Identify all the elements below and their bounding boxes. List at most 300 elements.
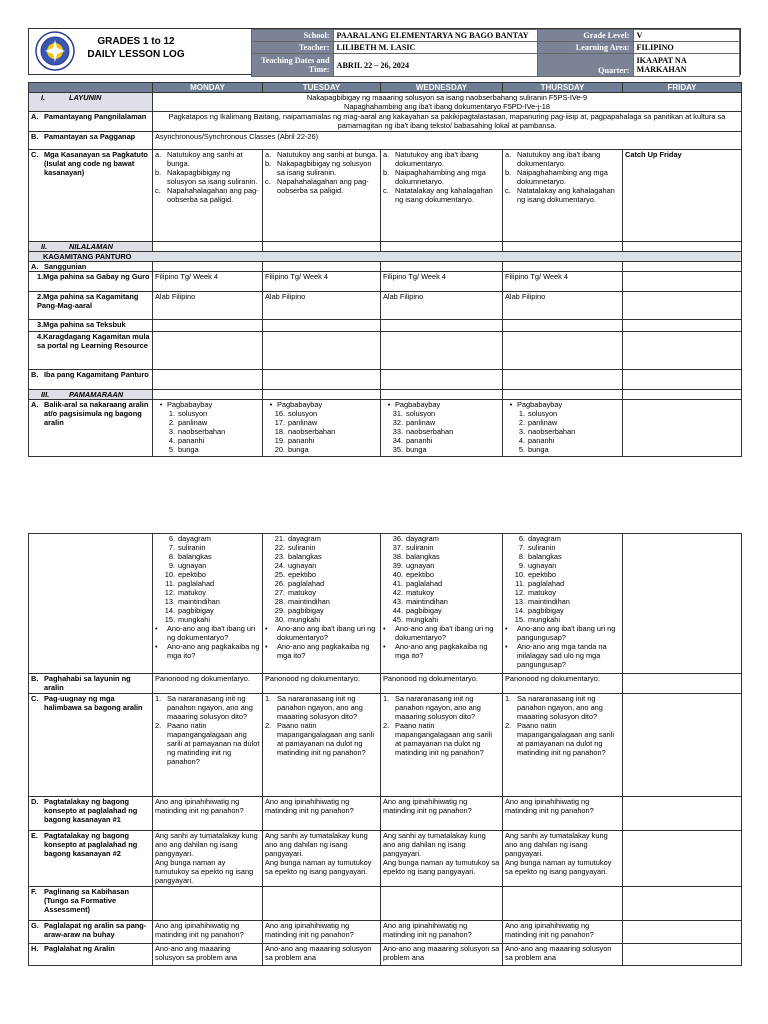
bunga-text: Ang bunga naman ay tumutukoy sa epekto ng isang pangyayari. — [383, 858, 500, 876]
sanggunian-thu — [503, 262, 623, 272]
sanggunian-label: A. Sanggunian — [29, 262, 153, 272]
kasanayan-wednesday — [381, 150, 503, 242]
word-text: epektibo — [406, 570, 434, 579]
spelling-word — [155, 552, 260, 561]
pamamaraan-wed — [381, 390, 503, 400]
day-header-row — [29, 83, 742, 93]
spelling-word — [265, 579, 378, 588]
word-text: matukoy — [178, 588, 206, 597]
word-number: 34. — [392, 436, 403, 445]
sanhi-text: Ang sanhi ay tumatalakay kung ano ang dahilan ng isang pangyayari. — [383, 831, 486, 858]
word-number: 8. — [168, 552, 175, 561]
word-text: matukoy — [406, 588, 434, 597]
question-bullet — [155, 624, 260, 642]
header-info-grid — [251, 29, 740, 77]
kagamitang-mag-aaral-row — [29, 292, 742, 320]
skill-item — [265, 159, 378, 177]
gabay-monday: Filipino Tg/ Week 4 — [153, 272, 263, 292]
bullet-icon: • — [265, 624, 268, 633]
word-number: 27. — [274, 588, 285, 597]
question-bullet — [265, 642, 378, 660]
spelling-word — [265, 597, 378, 606]
word-text: solusyon — [406, 409, 436, 418]
spelling-word — [383, 543, 500, 552]
word-number: 17. — [274, 418, 285, 427]
skill-key: b. — [155, 168, 162, 177]
spelling-word — [383, 427, 500, 436]
skill-text: Naipaghahambing ang mga dokumnetaryo. — [517, 168, 608, 186]
lesson-table-page-2 — [28, 533, 742, 966]
word-text: dayagram — [406, 534, 439, 543]
balik-aral-wednesday — [381, 400, 503, 457]
karagdagang-label: 4.Karagdagang Kagamitan mula sa portal ng Learning Resource — [29, 332, 153, 370]
word-text: epektibo — [288, 570, 316, 579]
spelling-word — [265, 436, 378, 445]
pagtatalakay1-label: D. Pagtatalakay ng bagong konsepto at paglalahad ng bagong kasanayan #1 — [29, 797, 153, 831]
word-number: 35. — [392, 445, 403, 454]
word-number: 43. — [392, 597, 403, 606]
spelling-word — [505, 409, 620, 418]
word-text: suliranin — [406, 543, 434, 552]
pagtatalakay2-row — [29, 831, 742, 887]
skill-text: Nakapagbibigay ng solusyon sa isang suliranin. — [277, 159, 372, 177]
word-number: 13. — [514, 597, 525, 606]
blank-header-cell — [29, 83, 153, 93]
question-text: Sa nararanasang init ng panahon ngayon, ano ang maaaring solusyon dito? — [167, 694, 253, 721]
word-text: panlinaw — [406, 418, 436, 427]
spelling-bullet — [505, 400, 620, 409]
pagtatalakay2-monday — [153, 831, 263, 887]
word-text: suliranin — [528, 543, 556, 552]
sanggunian-tue — [263, 262, 381, 272]
paglinang-tue — [263, 887, 381, 921]
question-number: 1. — [383, 694, 390, 703]
dates-value: ABRIL 22 – 26, 2024 — [333, 54, 538, 77]
word-number: 37. — [392, 543, 403, 552]
spelling-word — [155, 606, 260, 615]
question-text: Paano natin mapangangalagaan ang sarili at pamayanan na dulot ng matinding init ng panahon? — [395, 721, 492, 757]
kagamitang-mag-aaral-wednesday: Alab Filipino — [381, 292, 503, 320]
layunin-text — [153, 93, 742, 112]
word-text: pananhi — [528, 436, 555, 445]
spelling-word — [383, 588, 500, 597]
gabay-label: 1.Mga pahina sa Gabay ng Guro — [29, 272, 153, 292]
paglinang-row — [29, 887, 742, 921]
grade-value: V — [633, 30, 740, 42]
word-number: 33. — [392, 427, 403, 436]
spelling-word — [505, 534, 620, 543]
spelling-word — [505, 588, 620, 597]
question-text: Ano-ano ang iba't ibang uri ng dokumentaryo? — [277, 624, 376, 642]
spelling-word — [383, 579, 500, 588]
word-text: balangkas — [406, 552, 440, 561]
title-line-2: DAILY LESSON LOG — [87, 49, 185, 60]
balik-aral-thursday — [503, 400, 623, 457]
word-number: 28. — [274, 597, 285, 606]
word-text: ugnayan — [288, 561, 317, 570]
kasanayan-tuesday — [263, 150, 381, 242]
gabay-row — [29, 272, 742, 292]
skill-key: b. — [265, 159, 272, 168]
paglalapat-friday — [623, 921, 742, 944]
teksbuk-mon — [153, 320, 263, 332]
paglalapat-monday: Ano ang ipinahihiwatig ng matinding init ng panahon? — [153, 921, 263, 944]
grade-label: Grade Level: — [538, 30, 633, 42]
word-text: epektibo — [178, 570, 206, 579]
word-text: maintindihan — [406, 597, 448, 606]
nilalaman-label: II. NILALAMAN — [29, 242, 153, 252]
word-number: 4. — [518, 436, 525, 445]
spelling-word — [383, 418, 500, 427]
paglalapat-thursday: Ano ang ipinahihiwatig ng matinding init ng panahon? — [503, 921, 623, 944]
teksbuk-label: 3.Mga pahina sa Teksbuk — [29, 320, 153, 332]
layunin-line-2: Napaghahambing ang iba't ibang dokumentaryo F5PD-IVe-j-18 — [343, 102, 550, 111]
spelling-word — [265, 606, 378, 615]
skill-key: c. — [383, 186, 389, 195]
spelling-word — [383, 606, 500, 615]
skill-key: c. — [265, 177, 271, 186]
word-text: ugnayan — [528, 561, 557, 570]
day-monday: MONDAY — [153, 83, 263, 93]
word-text: solusyon — [288, 409, 318, 418]
bullet-icon: • — [265, 642, 268, 651]
question-number: 2. — [265, 721, 272, 730]
question-text: Ano-ano ang pagkakaiba ng mga ito? — [277, 642, 370, 660]
spelling-word — [383, 445, 500, 454]
balik-aral-cont-label — [29, 534, 153, 674]
pagtatalakay1-monday: Ano ang ipinahihiwatig ng matinding init ng panahon? — [153, 797, 263, 831]
spelling-word — [383, 615, 500, 624]
question-bullet — [505, 642, 620, 669]
pagtatalakay1-row — [29, 797, 742, 831]
iba-pang-row — [29, 370, 742, 390]
nilalaman-fri — [623, 242, 742, 252]
skill-item — [383, 168, 500, 186]
word-text: ugnayan — [406, 561, 435, 570]
spelling-word — [383, 552, 500, 561]
spelling-word — [265, 552, 378, 561]
word-number: 12. — [164, 588, 175, 597]
word-text: naobserbahan — [288, 427, 336, 436]
spelling-bullet — [155, 400, 260, 409]
skill-item — [265, 150, 378, 159]
skill-item — [383, 186, 500, 204]
area-label: Learning Area: — [538, 42, 633, 54]
word-text: balangkas — [178, 552, 212, 561]
paglalapat-wednesday: Ano ang ipinahihiwatig ng matinding init ng panahon? — [381, 921, 503, 944]
title-line-1: GRADES 1 to 12 — [97, 36, 175, 47]
word-number: 31. — [392, 409, 403, 418]
spelling-word — [155, 597, 260, 606]
word-text: bunga — [406, 445, 427, 454]
spelling-word — [155, 534, 260, 543]
pagtatalakay2-tuesday — [263, 831, 381, 887]
spelling-word — [383, 597, 500, 606]
paglinang-wed — [381, 887, 503, 921]
question-number: 2. — [505, 721, 512, 730]
skill-item — [505, 150, 620, 168]
paglalapat-label: G. Paglalapat ng aralin sa pang-araw-araw na buhay — [29, 921, 153, 944]
word-number: 2. — [168, 418, 175, 427]
skill-text: Natutukoy ang iba't ibang dokumentaryo. — [395, 150, 479, 168]
word-number: 6. — [518, 534, 525, 543]
paglalahat-wednesday: Ano-ano ang maaaring solusyon sa problem ana — [381, 944, 503, 966]
kasanayan-friday: Catch Up Friday — [623, 150, 742, 242]
question-text: Ano-ano ang pagkakaiba ng mga ito? — [167, 642, 260, 660]
spelling-label: Pagbabaybay — [395, 400, 441, 409]
word-text: suliranin — [288, 543, 316, 552]
word-number: 7. — [168, 543, 175, 552]
nilalaman-tue — [263, 242, 381, 252]
word-number: 44. — [392, 606, 403, 615]
spelling-word — [383, 534, 500, 543]
pamantayang-label: A. Pamantayang Pangnilalaman — [29, 112, 153, 132]
word-number: 45. — [392, 615, 403, 624]
spelling-word — [505, 445, 620, 454]
word-number: 19. — [274, 436, 285, 445]
bullet-icon: • — [383, 642, 386, 651]
bunga-text: Ang bunga naman ay tumutukoy sa epekto ng isang pangyayari. — [265, 858, 372, 876]
word-text: balangkas — [528, 552, 562, 561]
sanhi-text: Ang sanhi ay tumatalakay kung ano ang dahilan ng isang pangyayari. — [265, 831, 368, 858]
word-text: dayagram — [528, 534, 561, 543]
spelling-word — [383, 409, 500, 418]
word-number: 15. — [514, 615, 525, 624]
question-text: Paano natin mapangangalagaan ang sarili at pamayanan na dulot ng matinding init ng panahon? — [517, 721, 614, 757]
sanggunian-wed — [381, 262, 503, 272]
word-number: 36. — [392, 534, 403, 543]
teacher-value: LILIBETH M. LASIC — [333, 42, 538, 54]
paghahabi-row — [29, 674, 742, 694]
word-text: mungkahi — [528, 615, 561, 624]
word-number: 15. — [164, 615, 175, 624]
spelling-bullet — [265, 400, 378, 409]
paglalahat-friday — [623, 944, 742, 966]
skill-key: b. — [505, 168, 512, 177]
sanggunian-row — [29, 262, 742, 272]
word-text: balangkas — [288, 552, 322, 561]
question-text: Ano-ano ang mga tanda na inilalagay sad ulo ng mga pangungusap? — [517, 642, 607, 669]
kagamitang-row — [29, 252, 742, 262]
skill-key: c. — [155, 186, 161, 195]
lesson-log-title — [81, 35, 191, 61]
gabay-wednesday: Filipino Tg/ Week 4 — [381, 272, 503, 292]
skill-text: Natutukoy ang iba't ibang dokumentaryo. — [517, 150, 601, 168]
skill-text: Nakapagbibigay ng solusyon sa isang suliranin. — [167, 168, 258, 186]
word-text: pagbibigay — [528, 606, 564, 615]
skill-item — [155, 168, 260, 186]
word-number: 4. — [168, 436, 175, 445]
area-value: FILIPINO — [633, 42, 740, 54]
pagtatalakay2-friday — [623, 831, 742, 887]
word-text: maintindihan — [178, 597, 220, 606]
bullet-icon: • — [269, 400, 273, 409]
word-text: maintindihan — [288, 597, 330, 606]
word-text: dayagram — [288, 534, 321, 543]
word-number: 9. — [168, 561, 175, 570]
layunin-label: I. LAYUNIN — [29, 93, 153, 112]
word-number: 18. — [274, 427, 285, 436]
pagtatalakay2-wednesday — [381, 831, 503, 887]
iba-pang-wed — [381, 370, 503, 390]
paghahabi-tuesday: Panonood ng dokumentaryo. — [263, 674, 381, 694]
pag-uugnay-friday — [623, 694, 742, 797]
question-text: Sa nararanasang init ng panahon ngayon, ano ang maaaring solusyon dito? — [395, 694, 481, 721]
spelling-label: Pagbabaybay — [517, 400, 563, 409]
bullet-icon: • — [505, 624, 508, 633]
bunga-text: Ang bunga naman ay tumutukoy sa epekto ng isang pangyayari. — [155, 858, 254, 885]
paglalapat-row — [29, 921, 742, 944]
school-label: School: — [252, 30, 334, 42]
balik-cont-friday — [623, 534, 742, 674]
paglalahat-label: H. Paglalahat ng Aralin — [29, 944, 153, 966]
spelling-word — [505, 615, 620, 624]
word-number: 9. — [518, 561, 525, 570]
quarter-label: Quarter: — [538, 54, 633, 77]
bullet-icon: • — [155, 624, 158, 633]
word-text: panlinaw — [528, 418, 558, 427]
word-text: paglalahad — [528, 579, 565, 588]
skill-item — [155, 150, 260, 168]
spelling-word — [265, 570, 378, 579]
gabay-tuesday: Filipino Tg/ Week 4 — [263, 272, 381, 292]
word-number: 20. — [274, 445, 285, 454]
pagganap-text: Asynchronous/Synchronous Classes (Abril 22-26) — [153, 132, 742, 150]
question-number: 1. — [505, 694, 512, 703]
skill-text: Natutukoy ang sanhi at bunga. — [277, 150, 378, 159]
paghahabi-monday: Panonood ng dokumentaryo. — [153, 674, 263, 694]
karagdagang-tue — [263, 332, 381, 370]
paghahabi-wednesday: Panonood ng dokumentaryo. — [381, 674, 503, 694]
word-number: 7. — [518, 543, 525, 552]
spelling-word — [155, 588, 260, 597]
nilalaman-thu — [503, 242, 623, 252]
numbered-question — [505, 721, 620, 757]
balik-aral-tuesday — [263, 400, 381, 457]
word-text: suliranin — [178, 543, 206, 552]
teksbuk-tue — [263, 320, 381, 332]
skill-key: b. — [383, 168, 390, 177]
spelling-word — [265, 409, 378, 418]
paglalapat-tuesday: Ano ang ipinahihiwatig ng matinding init ng panahon? — [263, 921, 381, 944]
word-text: naobserbahan — [528, 427, 576, 436]
skill-text: Natatalakay ang kahalagahan ng isang dokumentaryo. — [395, 186, 493, 204]
pagtatalakay2-thursday — [503, 831, 623, 887]
word-text: mungkahi — [288, 615, 321, 624]
spelling-word — [505, 552, 620, 561]
word-text: pagbibigay — [178, 606, 214, 615]
paglinang-mon — [153, 887, 263, 921]
teksbuk-row — [29, 320, 742, 332]
word-number: 40. — [392, 570, 403, 579]
word-number: 6. — [168, 534, 175, 543]
karagdagang-row — [29, 332, 742, 370]
sanggunian-mon — [153, 262, 263, 272]
word-text: matukoy — [528, 588, 556, 597]
spelling-word — [155, 543, 260, 552]
word-number: 8. — [518, 552, 525, 561]
word-number: 21. — [274, 534, 285, 543]
spelling-word — [265, 543, 378, 552]
word-text: paglalahad — [288, 579, 325, 588]
spelling-word — [155, 445, 260, 454]
bullet-icon: • — [509, 400, 513, 409]
karagdagang-fri — [623, 332, 742, 370]
paglalahat-monday: Ano-ano ang maaaring solusyon sa problem ana — [153, 944, 263, 966]
sanggunian-fri — [623, 262, 742, 272]
skill-item — [505, 186, 620, 204]
iba-pang-label: B. Iba pang Kagamitang Panturo — [29, 370, 153, 390]
paghahabi-thursday: Panonood ng dokumentaryo. — [503, 674, 623, 694]
teacher-label: Teacher: — [252, 42, 334, 54]
spelling-word — [155, 427, 260, 436]
pag-uugnay-tuesday — [263, 694, 381, 797]
nilalaman-row — [29, 242, 742, 252]
pag-uugnay-monday — [153, 694, 263, 797]
question-bullet — [383, 642, 500, 660]
nilalaman-wed — [381, 242, 503, 252]
word-text: solusyon — [178, 409, 208, 418]
skill-text: Natatalakay ang kahalagahan ng isang dokumentaryo. — [517, 186, 615, 204]
kagamitang-label: KAGAMITANG PANTURO — [29, 252, 742, 262]
word-text: paglalahad — [178, 579, 215, 588]
karagdagang-wed — [381, 332, 503, 370]
spelling-bullet — [383, 400, 500, 409]
balik-aral-friday — [623, 400, 742, 457]
balik-cont-tuesday — [263, 534, 381, 674]
word-number: 16. — [274, 409, 285, 418]
lesson-table-page-1 — [28, 82, 742, 457]
bullet-icon: • — [383, 624, 386, 633]
spelling-word — [155, 436, 260, 445]
word-text: maintindihan — [528, 597, 570, 606]
question-text: Sa nararanasang init ng panahon ngayon, ano ang maaaring solusyon dito? — [277, 694, 363, 721]
skill-text: Napahahalagahan ang pag-oobserba sa paligid. — [167, 186, 259, 204]
spelling-word — [265, 445, 378, 454]
layunin-row — [29, 93, 742, 112]
pamamaraan-mon — [153, 390, 263, 400]
word-number: 23. — [274, 552, 285, 561]
word-number: 14. — [514, 606, 525, 615]
dates-label: Teaching Dates and Time: — [252, 54, 334, 77]
numbered-question — [383, 721, 500, 757]
balik-cont-thursday — [503, 534, 623, 674]
spelling-word — [155, 418, 260, 427]
spelling-word — [265, 534, 378, 543]
word-number: 39. — [392, 561, 403, 570]
balik-aral-row — [29, 400, 742, 457]
balik-cont-wednesday — [381, 534, 503, 674]
spelling-word — [155, 409, 260, 418]
word-text: pagbibigay — [406, 606, 442, 615]
paglalahat-thursday: Ano-ano ang maaaring solusyon sa problem ana — [503, 944, 623, 966]
pamamaraan-row — [29, 390, 742, 400]
numbered-question — [505, 694, 620, 721]
skill-text: Natutukoy ang sanhi at bunga. — [167, 150, 243, 168]
quarter-value: IKAAPAT NA MARKAHAN — [633, 54, 740, 77]
word-number: 3. — [168, 427, 175, 436]
pag-uugnay-thursday — [503, 694, 623, 797]
skill-key: a. — [383, 150, 390, 159]
layunin-line-1: Nakapagbibigay ng maaaring solusyon sa isang naobserbahang suliranin F5PS-IVe-9 — [306, 93, 588, 102]
spelling-word — [265, 561, 378, 570]
bullet-icon: • — [159, 400, 163, 409]
kagamitang-mag-aaral-label: 2.Mga pahina sa Kagamitang Pang-Mag-aaral — [29, 292, 153, 320]
iba-pang-mon — [153, 370, 263, 390]
word-number: 13. — [164, 597, 175, 606]
skill-item — [383, 150, 500, 168]
word-text: pagbibigay — [288, 606, 324, 615]
